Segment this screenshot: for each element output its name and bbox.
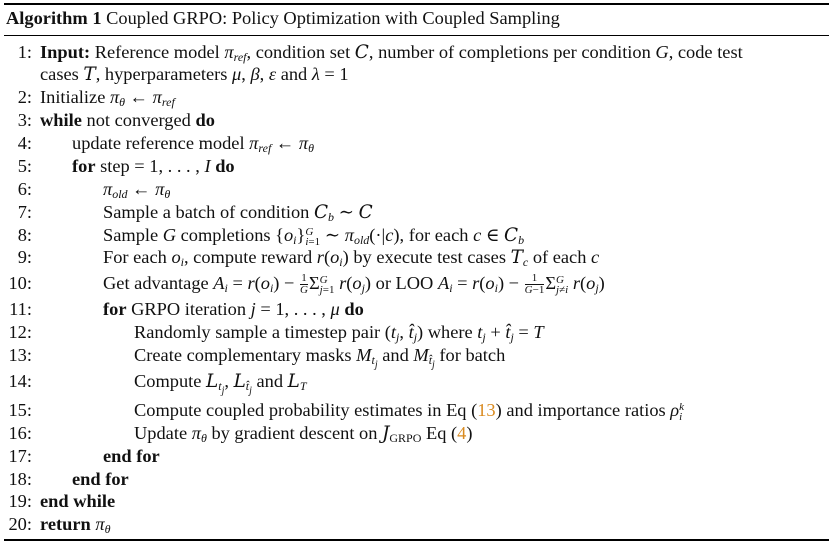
line-number: 17: [8, 446, 32, 466]
line-text: Randomly sample a timestep pair ($t_j$, $t̂_j$) where $t_j$ + $t̂_j = T$ [134, 322, 544, 344]
line-number: 7: [17, 202, 32, 222]
line-text: update reference model $\pi_{ref}$ ← $\pi_\theta$ [72, 133, 314, 155]
line-text: Sample G completions $\{o_i\}$ G i=1 ∼ $\pi_{old}(\cdot|c)$, for each c ∈ $C_b$ [103, 225, 525, 248]
equation-ref-link[interactable]: 13 [477, 400, 496, 420]
line-number: 15: [8, 400, 32, 420]
algorithm-title [6, 8, 560, 29]
line-text: Update $\pi_\theta$ by gradient descent on $J_{GRPO}$ Eq (4) [134, 423, 473, 445]
line-text: Get advantage $A_i = r(o_i)$ − $\frac{1}{G}$ Σ G j=1 $r(o_j)$ or LOO $A_i = r(o_i)$ − $\frac{1}{G-1}$ Σ G j≠i $r(o_j)$ [103, 272, 605, 297]
line-text: $\pi_{old}$ ← $\pi_\theta$ [103, 179, 171, 201]
line-number: 10: [8, 273, 32, 293]
line-number: 18: [8, 469, 32, 489]
line-text: Create complementary masks $M_{t_j}$ and $M_{t̂_j}$ for batch [134, 345, 506, 371]
line-text: end while [40, 491, 116, 511]
line-text: For each $o_i$, compute reward $r(o_i)$ by execute test cases $T_c$ of each c [103, 247, 600, 269]
line-number: 12: [8, 322, 32, 342]
line-number: 8: [17, 225, 32, 245]
line-number: 6: [17, 179, 32, 199]
algorithm-caption: Coupled GRPO: Policy Optimization with Coupled Sampling [106, 8, 560, 28]
bottom-rule [4, 539, 829, 541]
line-number: 19: [8, 491, 32, 511]
line-text: cases T, hyperparameters μ, β, ε and λ = 1 [40, 64, 349, 85]
line-text: Sample a batch of condition $C_b$ ∼ C [103, 202, 373, 224]
line-text: end for [72, 469, 129, 489]
line-number: 13: [8, 345, 32, 365]
line-number: 2: [17, 87, 32, 107]
line-number: 4: [17, 133, 32, 153]
top-rule [4, 3, 829, 5]
line-text: return $\pi_\theta$ [40, 514, 111, 536]
title-rule [4, 35, 829, 36]
line-text: Compute coupled probability estimates in Eq (13) and importance ratios ρ k i [134, 400, 684, 423]
line-text: end for [103, 446, 160, 466]
algorithm-label: Algorithm 1 [6, 8, 102, 28]
line-number: 20: [8, 514, 32, 534]
line-text: Input: Reference model $\pi_{ref}$, condition set C, number of completions per condition G, code test [40, 42, 743, 64]
line-text: for GRPO iteration j = 1, . . . , μ do [103, 299, 364, 319]
line-number: 5: [17, 156, 32, 176]
line-number: 14: [8, 371, 32, 391]
line-number: 9: [17, 247, 32, 267]
line-text: while not converged do [40, 110, 215, 130]
line-text: Compute $L_{t_j}$, $L_{t̂_j}$ and $L_T$ [134, 371, 307, 397]
line-number: 16: [8, 423, 32, 443]
line-number: 3: [17, 110, 32, 130]
line-number: 1: [17, 42, 32, 62]
equation-ref-link[interactable]: 4 [457, 423, 467, 443]
line-text: Initialize $\pi_\theta$ ← $\pi_{ref}$ [40, 87, 175, 109]
line-text: for step = 1, . . . , I do [72, 156, 235, 176]
line-number: 11: [9, 299, 32, 319]
